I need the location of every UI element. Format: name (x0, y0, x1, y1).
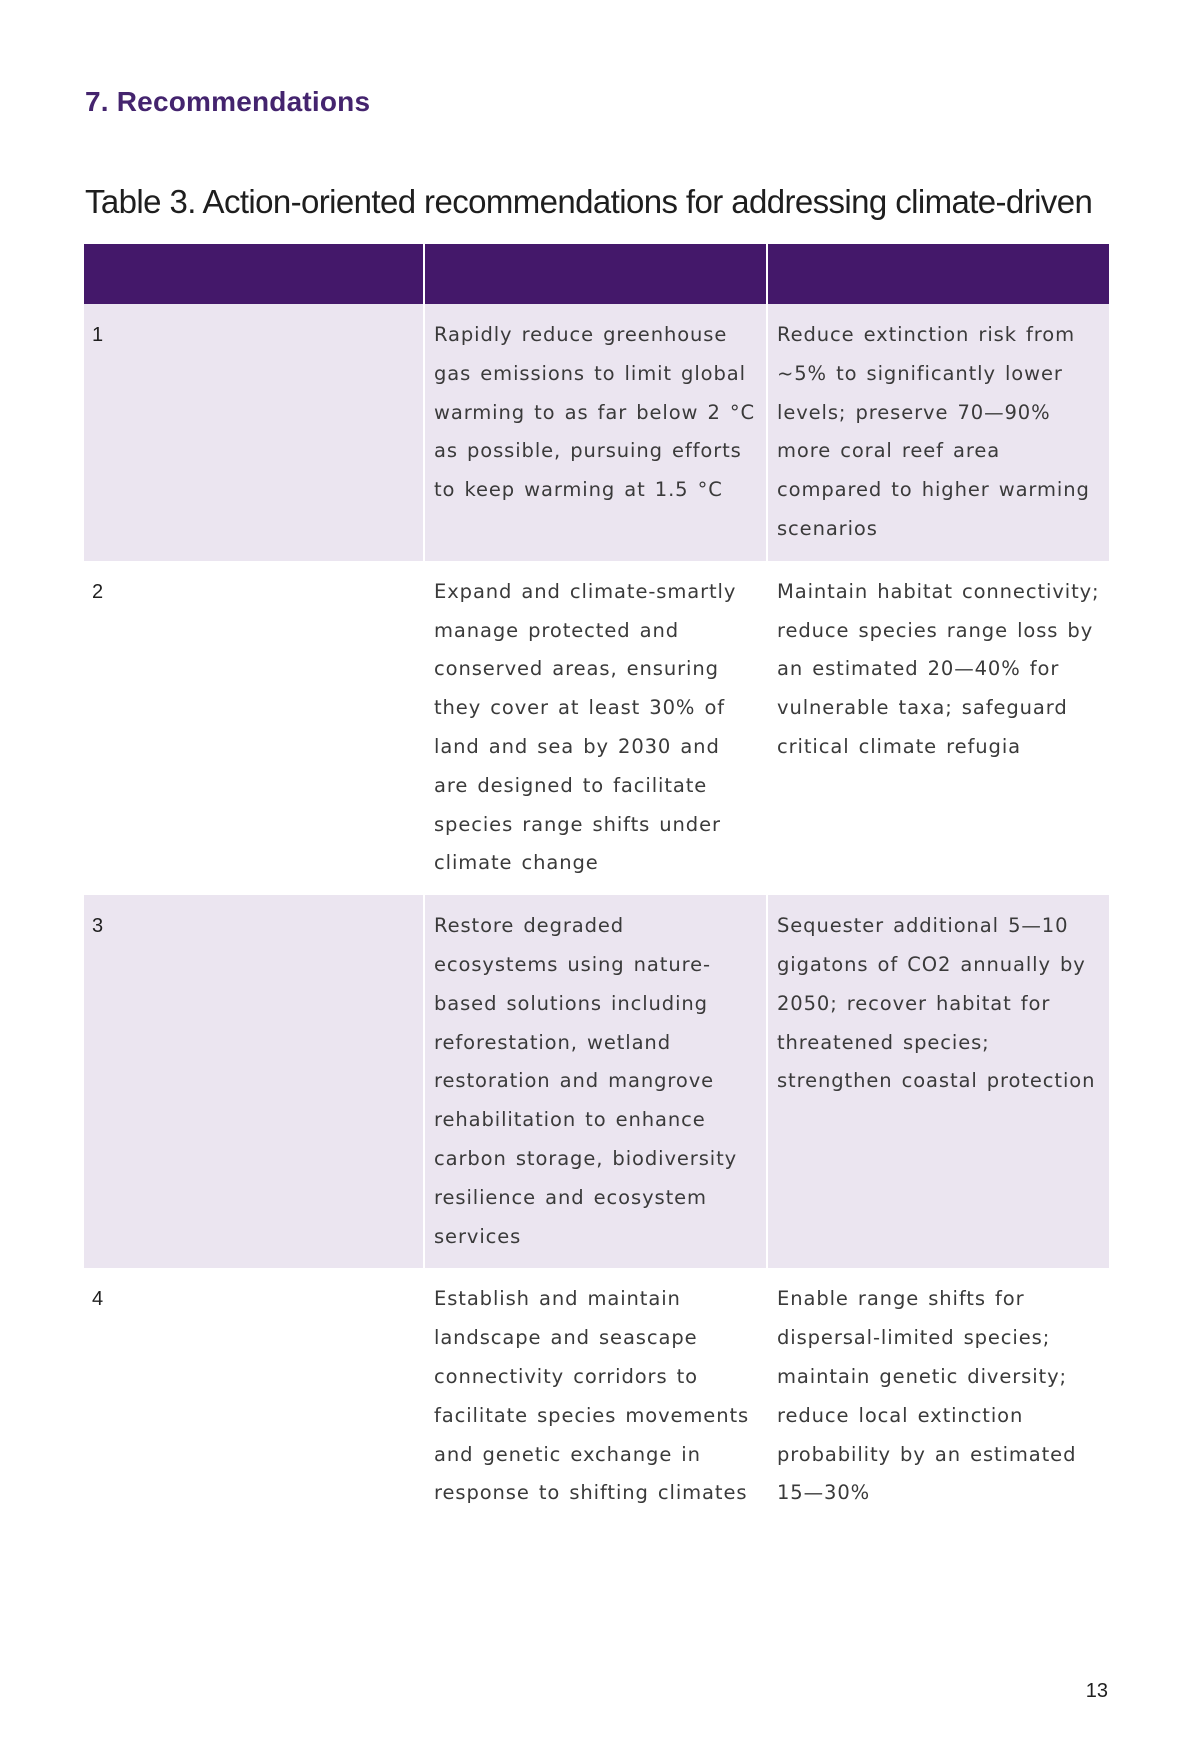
expected-impact: Enable range shifts for dispersal-limited species; maintain genetic diversity; reduce local extinction probability by an estimated 15—30% (767, 1268, 1109, 1525)
table-row (84, 561, 1109, 895)
row-number: 3 (84, 895, 424, 1268)
section-title: Recommendations (116, 86, 371, 117)
recommended-action: Restore degraded ecosystems using nature-based solutions including reforestation, wetland restoration and mangrove rehabilitation to enhance carbon storage, biodiversity resilience and ecosystem services (424, 895, 767, 1268)
page-number: 13 (1085, 1680, 1108, 1702)
row-number: 1 (84, 304, 424, 561)
table-header-row (84, 244, 1109, 304)
row-number: 4 (92, 1288, 105, 1311)
expected-impact: Sequester additional 5—10 gigatons of CO2 annually by 2050; recover habitat for threatened species; strengthen coastal protection (767, 895, 1109, 1268)
header-cell-2 (424, 244, 767, 304)
table-row (84, 304, 1109, 561)
table-row (84, 1268, 1109, 1525)
recommended-action: Expand and climate-smartly manage protected and conserved areas, ensuring they cover at least 30% of land and sea by 2030 and are designed to facilitate species range shifts under climate change (424, 561, 767, 895)
recommended-action: Rapidly reduce greenhouse gas emissions to limit global warming to as far below 2 °C as possible, pursuing efforts to keep warming at 1.5 °C (424, 304, 767, 561)
header-cell-1 (84, 244, 424, 304)
expected-impact: Maintain habitat connectivity; reduce species range loss by an estimated 20—40% for vulnerable taxa; safeguard critical climate refugia (767, 561, 1109, 895)
table-title: Table 3. Action-oriented recommendations for addressing climate-driven (85, 183, 1093, 220)
row-number: 2 (92, 580, 105, 603)
section-number: 7. (85, 86, 109, 117)
recommendations-table (84, 244, 1109, 1525)
expected-impact: Reduce extinction risk from ~5% to significantly lower levels; preserve 70—90% more coral reef area compared to higher warming scenarios (767, 304, 1109, 561)
table-row (84, 895, 1109, 1268)
recommended-action: Establish and maintain landscape and seascape connectivity corridors to facilitate species movements and genetic exchange in response to shifting climates (424, 1268, 767, 1525)
header-cell-3 (767, 244, 1109, 304)
section-heading (85, 86, 370, 118)
